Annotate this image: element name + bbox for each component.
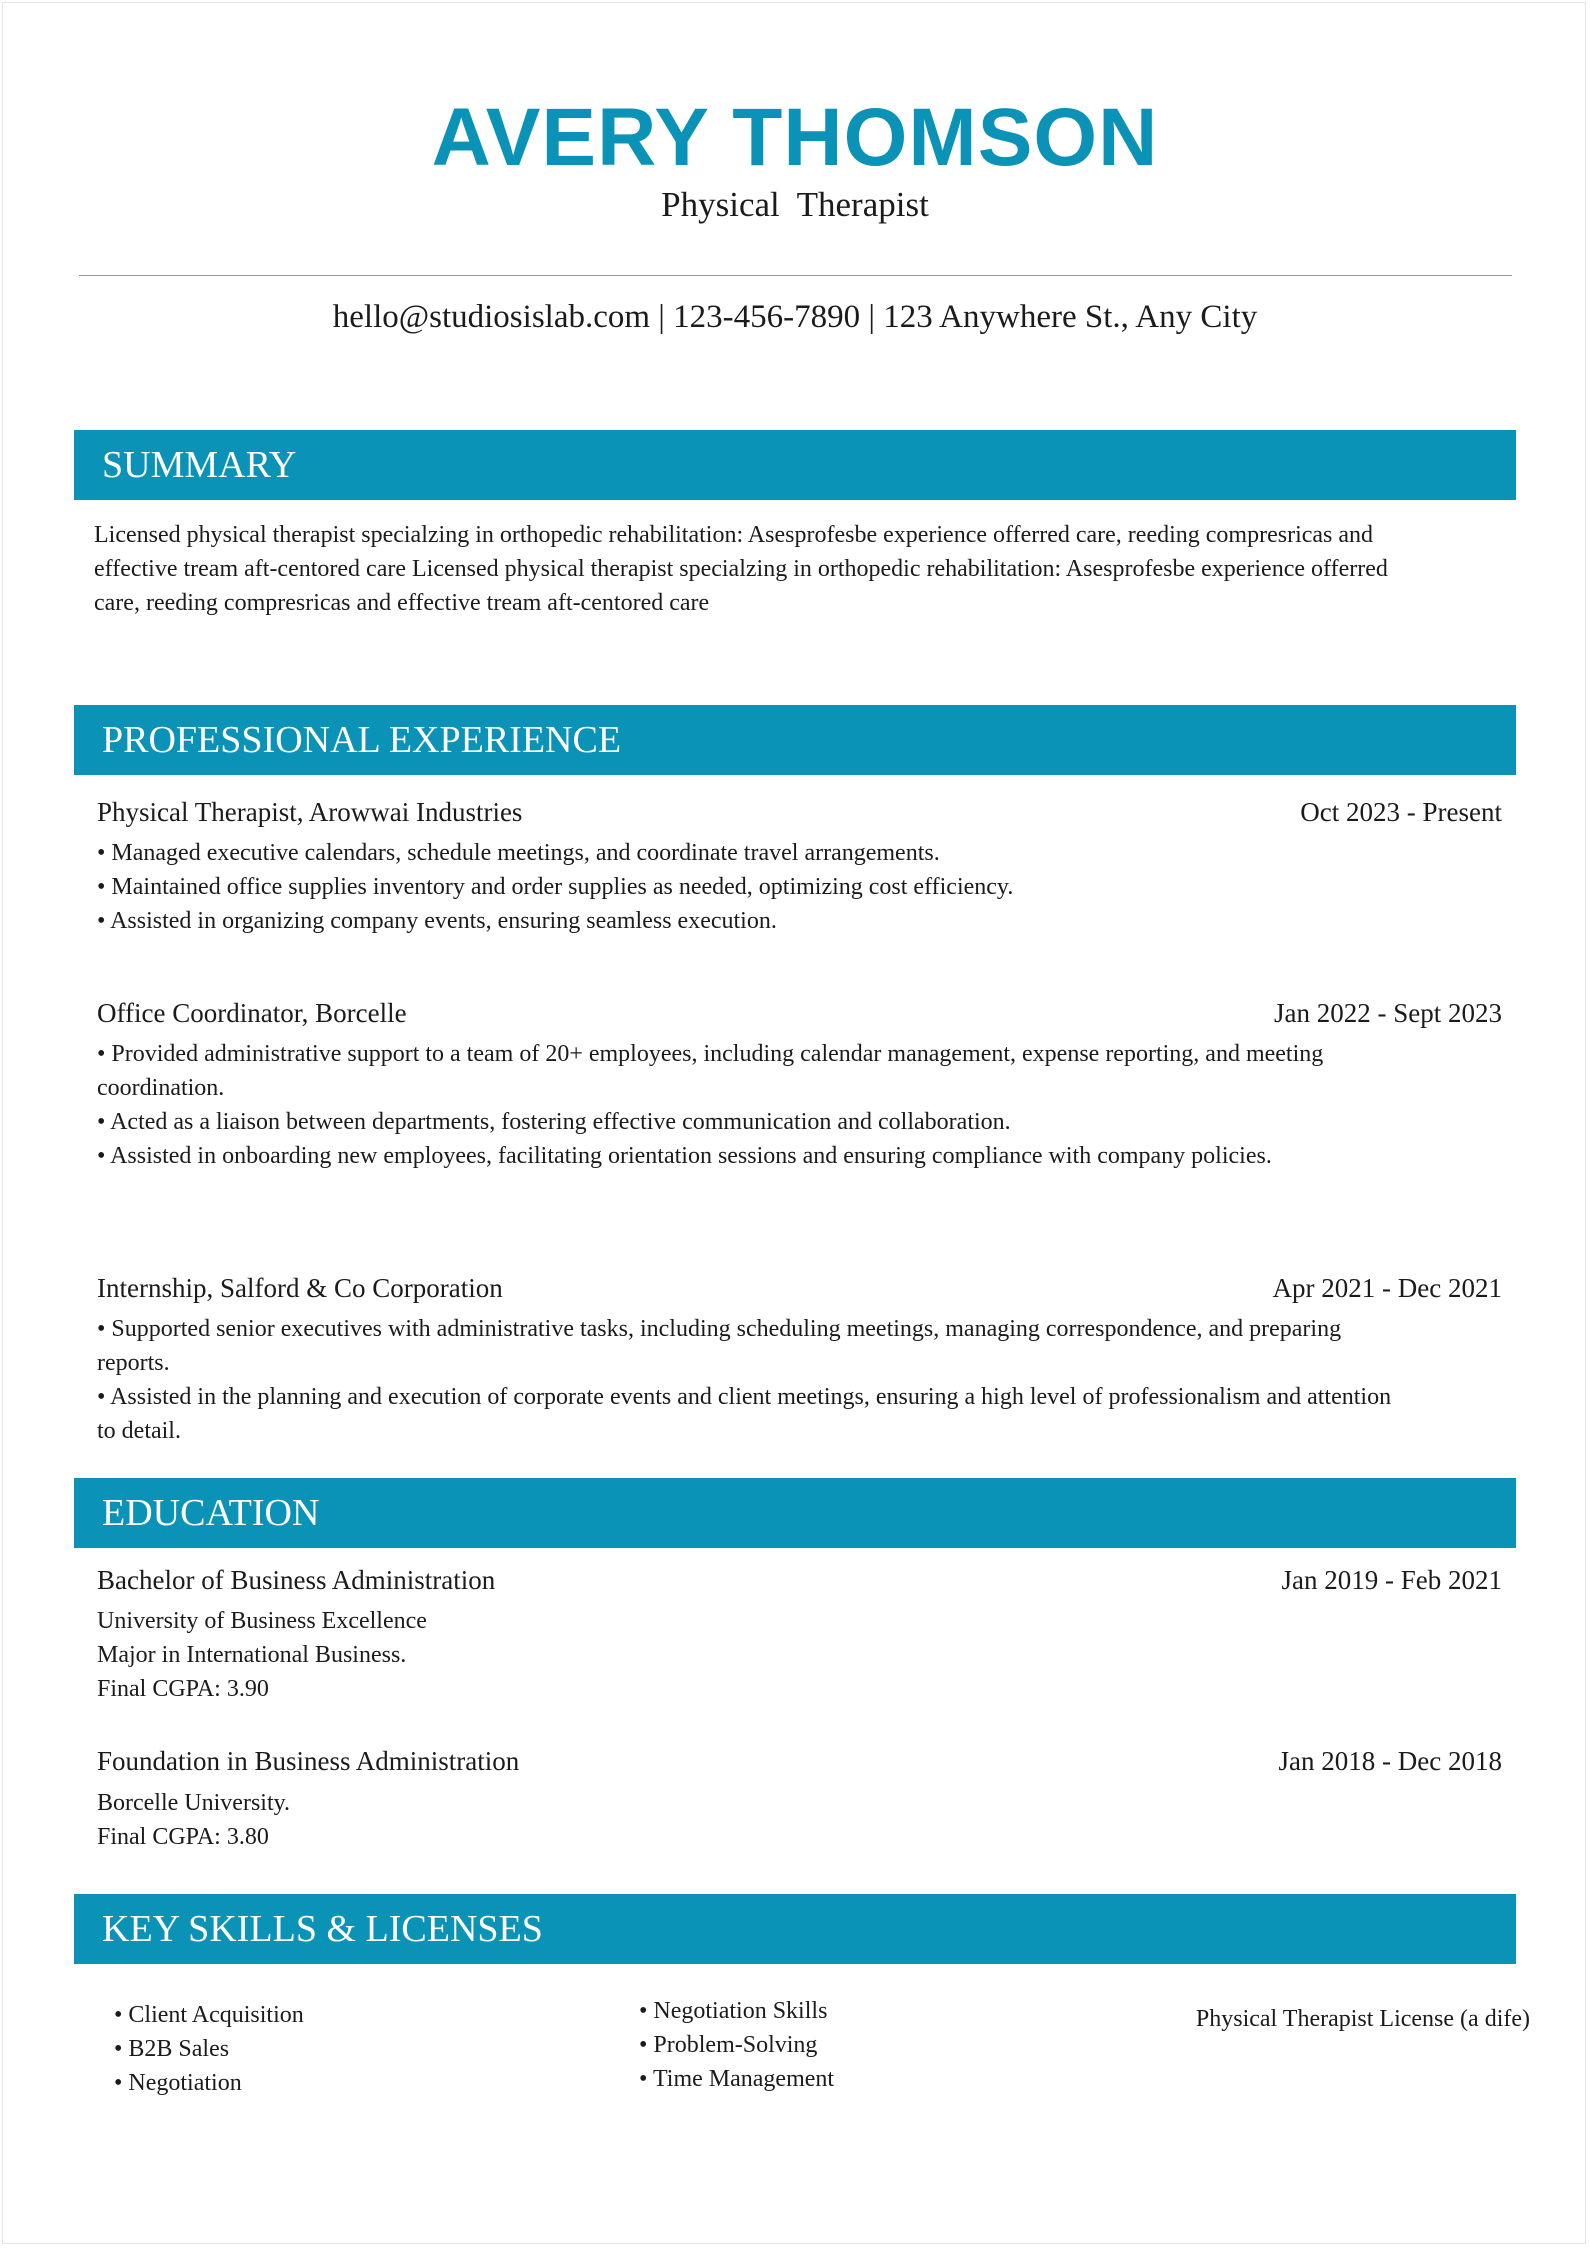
job-bullet: reports. xyxy=(97,1350,170,1376)
job-bullets-3 xyxy=(97,1312,1527,1448)
job-bullet: • Provided administrative support to a team of 20+ employees, including calendar management, expense reporting, and meeting xyxy=(97,1041,1324,1067)
skills-column-2 xyxy=(639,1994,1119,2096)
skill-item: • Problem-Solving xyxy=(639,2032,818,2058)
skills-column-1 xyxy=(114,1998,594,2100)
skill-item: • B2B Sales xyxy=(114,2036,230,2062)
job-bullet: • Acted as a liaison between departments, fostering effective communication and collaboration. xyxy=(97,1109,1011,1135)
job-bullet: • Assisted in the planning and execution of corporate events and client meetings, ensuring a high level of professionalism and attention xyxy=(97,1384,1392,1410)
job-bullets-1 xyxy=(97,836,1517,938)
job-title-2: Office Coordinator, Borcelle xyxy=(97,998,407,1028)
degree-detail: Borcelle University. xyxy=(97,1790,291,1816)
license-item: Physical Therapist License (a dife) xyxy=(1195,2006,1530,2032)
job-bullet: • Supported senior executives with administrative tasks, including scheduling meetings, managing correspondence, and preparing xyxy=(97,1316,1342,1342)
summary-line: care, reeding compresricas and effective tream aft-centored care xyxy=(94,590,710,616)
degree-details-1 xyxy=(97,1604,1097,1706)
candidate-name: AVERY THOMSON xyxy=(431,92,1159,183)
job-bullet: coordination. xyxy=(97,1075,225,1101)
skill-item: • Time Management xyxy=(639,2066,835,2092)
degree-2: Foundation in Business Administration xyxy=(97,1746,520,1776)
job-dates-3: Apr 2021 - Dec 2021 xyxy=(1272,1273,1502,1303)
job-bullet: • Maintained office supplies inventory and order supplies as needed, optimizing cost efficiency. xyxy=(97,874,1014,900)
education-heading: EDUCATION xyxy=(74,1478,1516,1548)
summary-line: effective tream aft-centored care Licensed physical therapist specialzing in orthopedic rehabilitation: Asesprofesbe experience offerred xyxy=(94,556,1388,582)
summary-text xyxy=(94,518,1524,620)
job-bullets-2 xyxy=(97,1037,1517,1173)
degree-dates-1: Jan 2019 - Feb 2021 xyxy=(1281,1565,1502,1595)
degree-detail: Final CGPA: 3.90 xyxy=(97,1676,269,1702)
summary-line: Licensed physical therapist specialzing in orthopedic rehabilitation: Asesprofesbe experience offerred care, reeding compresricas and xyxy=(94,522,1374,548)
skill-item: • Client Acquisition xyxy=(114,2002,304,2028)
job-title-1: Physical Therapist, Arowwai Industries xyxy=(97,797,523,827)
job-title: Physical Therapist xyxy=(661,185,929,224)
job-bullet: • Assisted in onboarding new employees, facilitating orientation sessions and ensuring compliance with company policies. xyxy=(97,1143,1272,1169)
degree-details-2 xyxy=(97,1786,1097,1854)
degree-1: Bachelor of Business Administration xyxy=(97,1565,496,1595)
job-bullet: to detail. xyxy=(97,1418,181,1444)
degree-detail: Major in International Business. xyxy=(97,1642,407,1668)
job-dates-1: Oct 2023 - Present xyxy=(1300,797,1502,827)
job-title-3: Internship, Salford & Co Corporation xyxy=(97,1273,503,1303)
header-divider xyxy=(79,275,1512,276)
job-bullet: • Assisted in organizing company events, ensuring seamless execution. xyxy=(97,908,777,934)
degree-dates-2: Jan 2018 - Dec 2018 xyxy=(1278,1746,1502,1776)
degree-detail: Final CGPA: 3.80 xyxy=(97,1824,269,1850)
summary-heading: SUMMARY xyxy=(74,430,1516,500)
job-bullet: • Managed executive calendars, schedule meetings, and coordinate travel arrangements. xyxy=(97,840,940,866)
experience-heading: PROFESSIONAL EXPERIENCE xyxy=(74,705,1516,775)
degree-detail: University of Business Excellence xyxy=(97,1608,427,1634)
skill-item: • Negotiation Skills xyxy=(639,1998,828,2024)
skill-item: • Negotiation xyxy=(114,2070,242,2096)
contact-info: hello@studiosislab.com | 123-456-7890 | 123 Anywhere St., Any City xyxy=(332,299,1258,335)
job-dates-2: Jan 2022 - Sept 2023 xyxy=(1274,998,1502,1028)
skills-heading: KEY SKILLS & LICENSES xyxy=(74,1894,1516,1964)
